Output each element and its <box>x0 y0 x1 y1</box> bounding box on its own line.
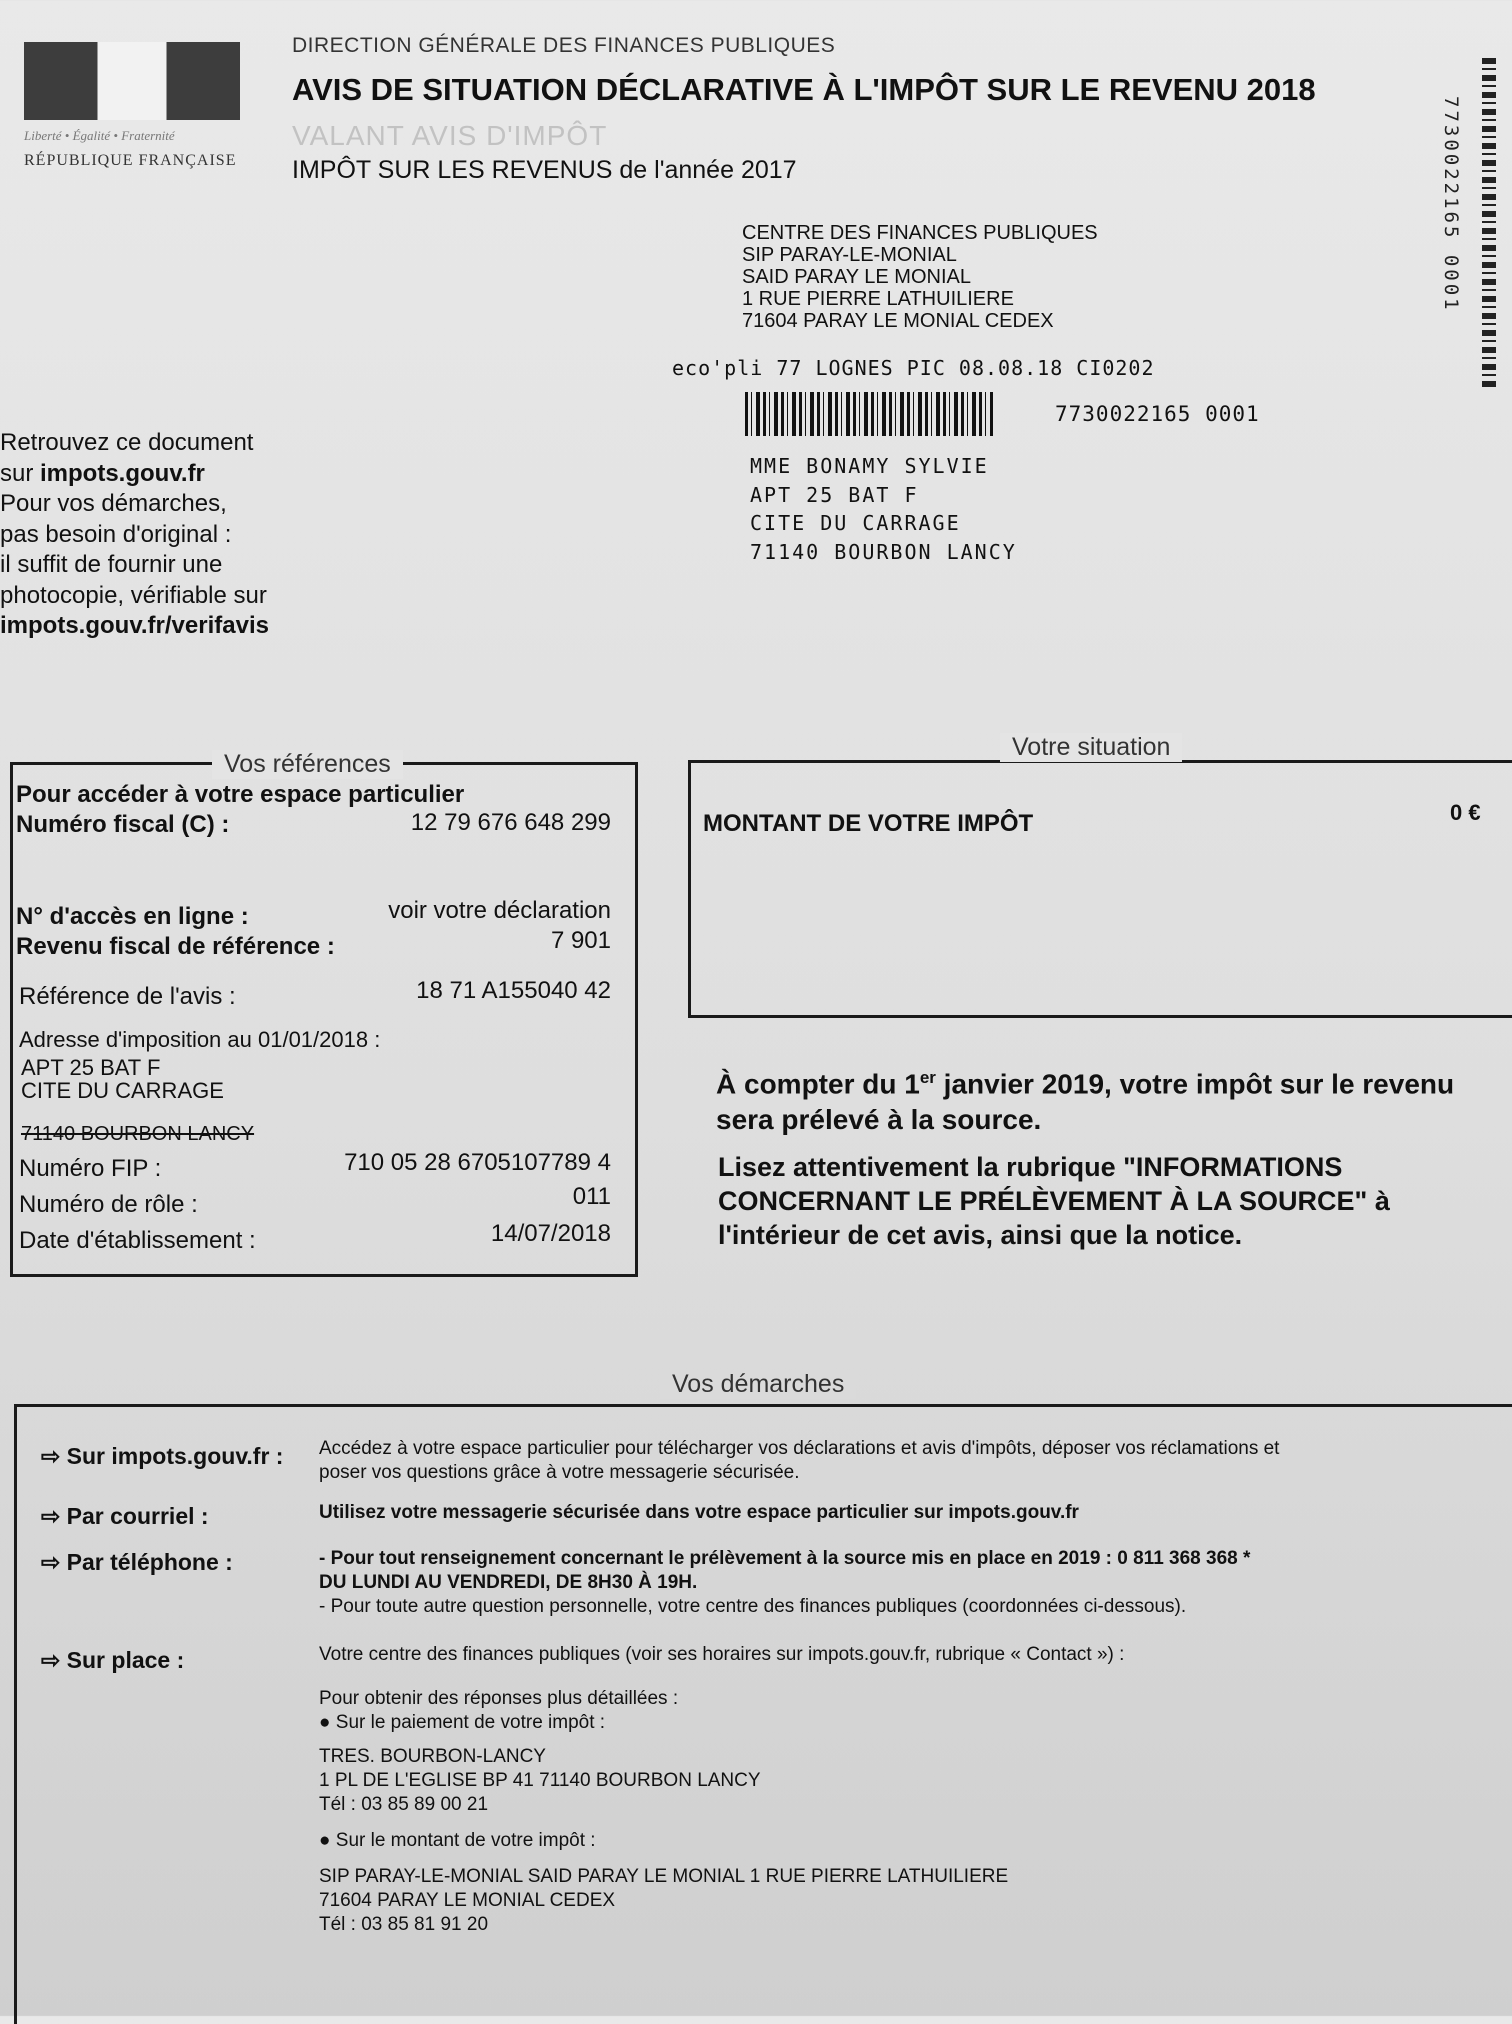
numero-fiscal-label: Numéro fiscal (C) : <box>16 811 230 838</box>
montant-line: Tél : 03 85 81 91 20 <box>319 1914 489 1935</box>
logo-republic: RÉPUBLIQUE FRANÇAISE <box>24 152 237 169</box>
retrouvez-line: il suffit de fournir une <box>0 551 223 578</box>
verifavis-link[interactable]: impots.gouv.fr/verifavis <box>0 612 269 639</box>
retrouvez-line: pas besoin d'original : <box>0 520 232 548</box>
place-label-text: Sur place : <box>66 1647 185 1673</box>
marianne-flag-icon <box>24 42 240 120</box>
sender-address <box>742 222 1098 332</box>
arrow-right-icon: ⇨ <box>41 1503 67 1529</box>
logo-motto: Liberté • Égalité • Fraternité <box>24 128 175 143</box>
place-text: Votre centre des finances publiques (voir ses horaires sur impots.gouv.fr, rubrique « Contact ») : <box>319 1644 1125 1665</box>
telephone-text-1: - Pour tout renseignement concernant le prélèvement à la source mis en place en 2019 : 0 811 368 368 * <box>319 1548 1251 1569</box>
situation-box <box>688 760 1512 1018</box>
sender-line: 71604 PARAY LE MONIAL CEDEX <box>742 310 1054 332</box>
sender-line: 1 RUE PIERRE LATHUILIERE <box>742 288 1014 310</box>
sender-line: SAID PARAY LE MONIAL <box>742 266 971 288</box>
demarches-box <box>14 1404 1512 2024</box>
fip-label: Numéro FIP : <box>19 1155 162 1182</box>
retrouvez-line: Pour vos démarches, <box>0 490 227 517</box>
details-intro: Pour obtenir des réponses plus détaillées : <box>319 1688 679 1709</box>
arrow-right-icon: ⇨ <box>41 1647 67 1673</box>
adresse-line: 71140 BOURBON LANCY <box>21 1123 255 1145</box>
web-label-text: Sur impots.gouv.fr : <box>66 1443 284 1469</box>
rfr-value: 7 901 <box>550 927 611 954</box>
retrouvez-notice <box>0 428 269 642</box>
montant-bullet <box>319 1829 596 1853</box>
courriel-label <box>41 1503 209 1530</box>
courriel-label-text: Par courriel : <box>66 1503 209 1529</box>
date-label: Date d'établissement : <box>19 1227 256 1254</box>
prelevement-instruction: Lisez attentivement la rubrique "INFORMATIONS CONCERNANT LE PRÉLÈVEMENT À LA SOURCE" à l'intérieur de cet avis, ainsi que la notice. <box>718 1152 1390 1250</box>
vertical-reference: 7730022165 0001 <box>1440 96 1462 313</box>
ref-avis-value: 18 71 A155040 42 <box>416 977 611 1004</box>
courriel-text: Utilisez votre messagerie sécurisée dans votre espace particulier sur impots.gouv.fr <box>319 1502 1079 1523</box>
telephone-text-2: DU LUNDI AU VENDREDI, DE 8H30 À 19H. <box>319 1572 698 1593</box>
sender-line: SIP PARAY-LE-MONIAL <box>742 244 957 266</box>
telephone-label <box>41 1549 233 1576</box>
role-value: 011 <box>572 1183 611 1210</box>
notice-text: janvier 2019, votre impôt sur le revenu sera prélevé à la source. <box>716 1068 1455 1136</box>
republique-logo <box>22 40 242 180</box>
arrow-right-icon: ⇨ <box>41 1549 67 1575</box>
postal-stamp-line: eco'pli 77 LOGNES PIC 08.08.18 CI0202 <box>672 356 1155 380</box>
paiement-bullet <box>319 1711 605 1735</box>
montant-value: 0 € <box>1450 800 1481 825</box>
adresse-line: APT 25 BAT F <box>21 1055 161 1080</box>
date-value: 14/07/2018 <box>490 1220 611 1247</box>
adresse-line: CITE DU CARRAGE <box>21 1078 224 1103</box>
notice-text: À compter du 1 <box>716 1068 920 1100</box>
sender-line: CENTRE DES FINANCES PUBLIQUES <box>742 222 1098 244</box>
paiement-line: Tél : 03 85 89 00 21 <box>319 1794 489 1815</box>
retrouvez-line: Retrouvez ce document <box>0 429 254 456</box>
montant-line: 71604 PARAY LE MONIAL CEDEX <box>319 1890 616 1911</box>
direction-label: DIRECTION GÉNÉRALE DES FINANCES PUBLIQUES <box>292 34 836 57</box>
telephone-label-text: Par téléphone : <box>66 1549 233 1575</box>
web-label <box>41 1443 283 1470</box>
references-box <box>10 762 638 1277</box>
espace-particulier-label: Pour accéder à votre espace particulier <box>16 781 465 808</box>
document-year: IMPÔT SUR LES REVENUS de l'année 2017 <box>292 156 797 184</box>
document-subtitle: VALANT AVIS D'IMPÔT <box>292 120 608 151</box>
references-legend: Vos références <box>212 750 403 779</box>
paiement-line: 1 PL DE L'EGLISE BP 41 71140 BOURBON LANCY <box>319 1770 761 1791</box>
recipient-line: APT 25 BAT F <box>750 482 919 507</box>
recipient-line: MME BONAMY SYLVIE <box>750 454 989 478</box>
telephone-text-3: - Pour toute autre question personnelle, votre centre des finances publiques (coordonnées ci-dessous). <box>319 1596 1187 1617</box>
barcode-number: 7730022165 0001 <box>1055 402 1260 426</box>
bullet-icon: ● <box>319 1712 336 1733</box>
montant-label: MONTANT DE VOTRE IMPÔT <box>703 810 1034 837</box>
montant-line: SIP PARAY-LE-MONIAL SAID PARAY LE MONIAL 1 RUE PIERRE LATHUILIERE <box>319 1866 1009 1887</box>
recipient-address <box>750 452 1017 566</box>
bullet-icon: ● <box>319 1830 336 1851</box>
barcode-icon <box>745 392 993 436</box>
acces-value: voir votre déclaration <box>388 897 611 924</box>
retrouvez-line: photocopie, vérifiable sur <box>0 581 267 609</box>
impots-link[interactable]: impots.gouv.fr <box>40 459 205 487</box>
retrouvez-prefix: sur <box>0 459 41 487</box>
retrouvez-line <box>0 459 269 490</box>
paiement-bullet-text: Sur le paiement de votre impôt : <box>335 1712 606 1733</box>
prelevement-notice <box>716 1060 1506 1138</box>
acces-label: N° d'accès en ligne : <box>16 903 249 930</box>
place-label <box>41 1647 184 1674</box>
vertical-barcode-icon <box>1482 58 1496 388</box>
notice-sup: er <box>919 1068 936 1087</box>
recipient-line: CITE DU CARRAGE <box>750 511 961 535</box>
role-label: Numéro de rôle : <box>19 1191 198 1218</box>
situation-legend: Votre situation <box>1000 733 1182 762</box>
fip-value: 710 05 28 6705107789 4 <box>344 1149 611 1176</box>
web-text-2: poser vos questions grâce à votre messagerie sécurisée. <box>319 1462 800 1483</box>
arrow-right-icon: ⇨ <box>41 1443 67 1469</box>
adresse-label: Adresse d'imposition au 01/01/2018 : <box>19 1027 381 1052</box>
rfr-label: Revenu fiscal de référence : <box>16 933 335 960</box>
montant-bullet-text: Sur le montant de votre impôt : <box>335 1830 596 1851</box>
ref-avis-label: Référence de l'avis : <box>19 983 236 1010</box>
web-text-1: Accédez à votre espace particulier pour télécharger vos déclarations et avis d'impôts, déposer vos réclamations et <box>319 1438 1280 1459</box>
recipient-line: 71140 BOURBON LANCY <box>750 539 1017 564</box>
numero-fiscal-value: 12 79 676 648 299 <box>410 809 611 836</box>
document-title: AVIS DE SITUATION DÉCLARATIVE À L'IMPÔT SUR LE REVENU 2018 <box>292 72 1316 107</box>
demarches-legend: Vos démarches <box>660 1370 856 1399</box>
paiement-line: TRES. BOURBON-LANCY <box>319 1746 546 1767</box>
